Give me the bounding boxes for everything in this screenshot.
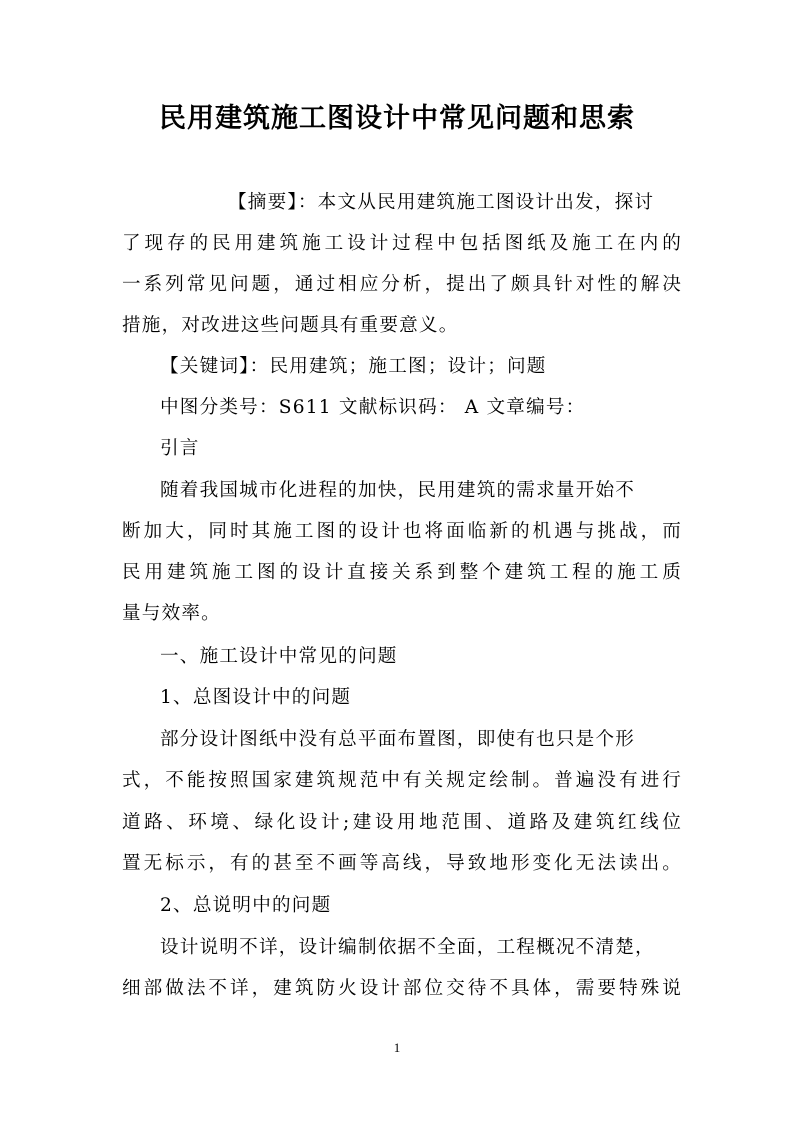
intro-paragraph-line-2: 断加大，同时其施工图的设计也将面临新的机遇与挑战，而 <box>122 521 682 542</box>
general-notes-line-1: 设计说明不详，设计编制依据不全面，工程概况不清楚， <box>160 937 655 958</box>
abstract-line-4: 措施，对改进这些问题具有重要意义。 <box>122 315 459 336</box>
introduction-heading: 引言 <box>160 438 200 459</box>
intro-paragraph-line-3: 民用建筑施工图的设计直接关系到整个建筑工程的施工质 <box>122 562 682 583</box>
general-plan-line-3: 道路、环境、绿化设计;建设用地范围、道路及建筑红线位 <box>122 812 682 833</box>
general-plan-line-1: 部分设计图纸中没有总平面布置图，即使有也只是个形 <box>160 729 636 750</box>
abstract-line-2: 了现存的民用建筑施工设计过程中包括图纸及施工在内的 <box>122 233 682 254</box>
abstract-line-1: 【摘要】：本文从民用建筑施工图设计出发，探讨 <box>228 192 655 213</box>
keywords-line: 【关键词】：民用建筑；施工图；设计；问题 <box>160 356 547 377</box>
abstract-line-3: 一系列常见问题，通过相应分析，提出了颇具针对性的解决 <box>122 274 682 295</box>
document-title: 民用建筑施工图设计中常见问题和思索 <box>159 103 635 134</box>
intro-paragraph-line-1: 随着我国城市化进程的加快，民用建筑的需求量开始不 <box>160 480 636 501</box>
classification-line: 中图分类号：S611 文献标识码： A 文章编号： <box>160 397 586 418</box>
general-plan-line-2: 式，不能按照国家建筑规范中有关规定绘制。普遍没有进行 <box>122 770 682 791</box>
intro-paragraph-line-4: 量与效率。 <box>122 603 221 624</box>
subsection-heading-2: 2、总说明中的问题 <box>160 895 332 916</box>
general-plan-line-4: 置无标示，有的甚至不画等高线，导致地形变化无法读出。 <box>122 853 682 874</box>
general-notes-line-2: 细部做法不详，建筑防火设计部位交待不具体，需要特殊说 <box>122 978 682 999</box>
subsection-heading-1: 1、总图设计中的问题 <box>160 687 352 708</box>
page-number: 1 <box>393 1040 401 1055</box>
section-heading-1: 一、施工设计中常见的问题 <box>160 646 398 667</box>
